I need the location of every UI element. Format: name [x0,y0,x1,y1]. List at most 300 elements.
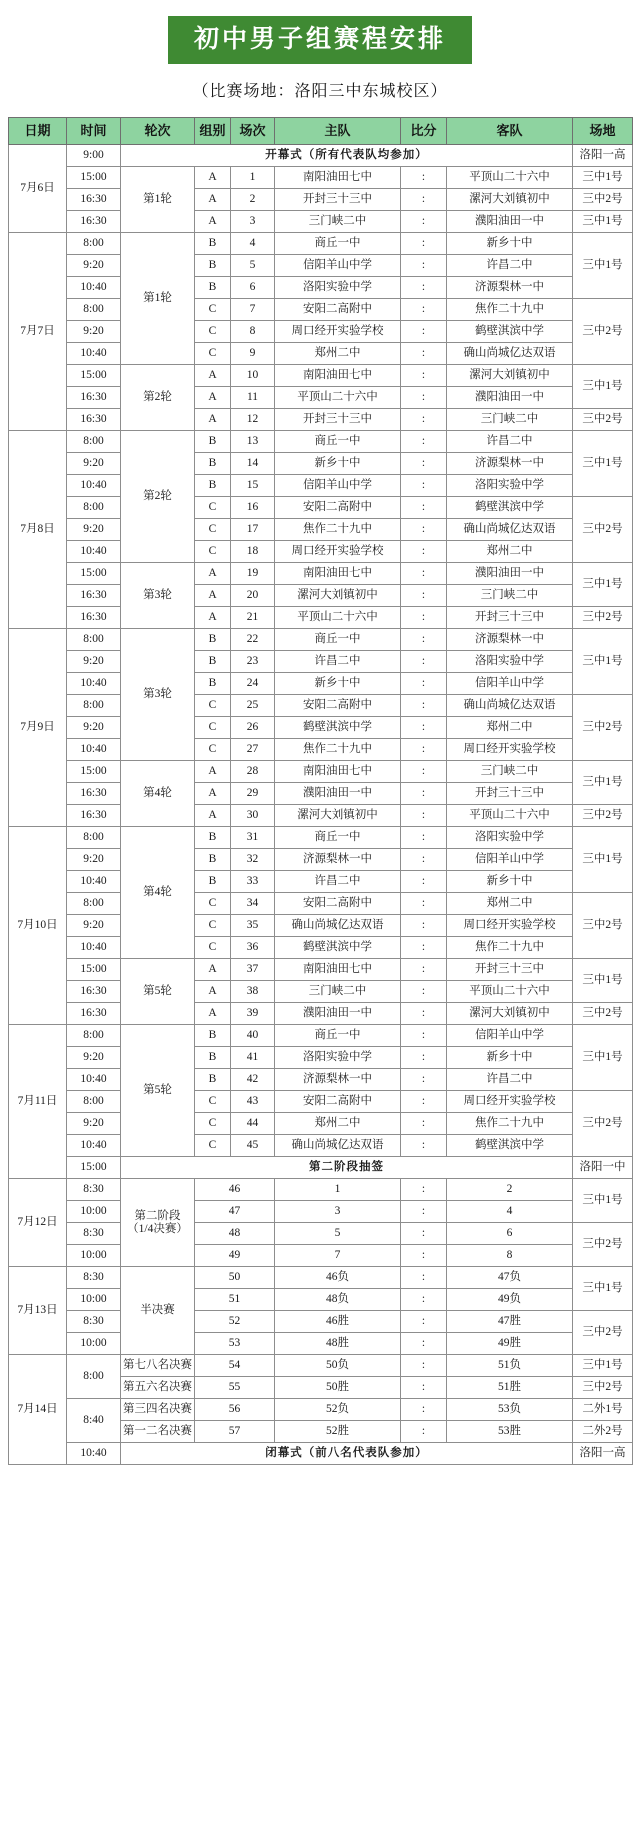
cell-score: : [401,1267,447,1289]
cell-group: B [195,871,231,893]
cell-round: 第3轮 [121,629,195,761]
cell-round: 第二阶段 （1/4决赛） [121,1179,195,1267]
cell-group: C [195,915,231,937]
cell-time: 9:00 [67,145,121,167]
cell-match-no: 35 [231,915,275,937]
cell-score: : [401,959,447,981]
cell-venue: 三中2号 [573,409,633,431]
cell-time: 9:20 [67,915,121,937]
cell-group: C [195,541,231,563]
cell-group: C [195,519,231,541]
cell-away-team: 焦作二十九中 [447,1113,573,1135]
cell-venue: 三中2号 [573,1003,633,1025]
cell-away-team: 确山尚城亿达双语 [447,695,573,717]
cell-venue: 三中2号 [573,805,633,827]
cell-time: 16:30 [67,585,121,607]
cell-time: 10:00 [67,1333,121,1355]
table-header [9,118,633,145]
cell-away-team: 新乡十中 [447,233,573,255]
cell-home-team: 周口经开实验学校 [275,321,401,343]
cell-round: 第七八名决赛 [121,1355,195,1377]
cell-date: 7月6日 [9,145,67,233]
cell-score: : [401,365,447,387]
cell-away-team: 三门峡二中 [447,761,573,783]
cell-match-no: 56 [195,1399,275,1421]
cell-away-team: 鹤壁淇滨中学 [447,321,573,343]
table-row [9,695,633,717]
cell-time: 10:40 [67,475,121,497]
cell-match-no: 6 [231,277,275,299]
cell-score: : [401,475,447,497]
cell-home-team: 开封三十三中 [275,189,401,211]
cell-venue: 三中1号 [573,827,633,893]
cell-score: : [401,1311,447,1333]
cell-match-no: 44 [231,1113,275,1135]
cell-away-team: 焦作二十九中 [447,937,573,959]
cell-away-team: 郑州二中 [447,893,573,915]
cell-event-name: 闭幕式（前八名代表队参加） [121,1443,573,1465]
cell-match-no: 31 [231,827,275,849]
cell-score: : [401,1025,447,1047]
cell-round: 第2轮 [121,431,195,563]
cell-group: C [195,343,231,365]
cell-group: C [195,1091,231,1113]
cell-round: 第一二名决赛 [121,1421,195,1443]
table-row [9,1223,633,1245]
cell-time: 15:00 [67,959,121,981]
cell-away-team: 许昌二中 [447,255,573,277]
cell-match-no: 50 [195,1267,275,1289]
cell-match-no: 38 [231,981,275,1003]
cell-score: : [401,805,447,827]
cell-round: 第三四名决赛 [121,1399,195,1421]
table-row [9,1003,633,1025]
cell-away-team: 新乡十中 [447,1047,573,1069]
cell-match-no: 17 [231,519,275,541]
cell-home-team: 济源梨林一中 [275,849,401,871]
cell-match-no: 18 [231,541,275,563]
cell-away-team: 漯河大刘镇初中 [447,365,573,387]
col-header-away: 客队 [447,118,573,145]
cell-home-team: 洛阳实验中学 [275,277,401,299]
cell-match-no: 19 [231,563,275,585]
schedule-table [8,117,633,1465]
cell-home-team: 焦作二十九中 [275,519,401,541]
cell-group: C [195,321,231,343]
cell-match-no: 34 [231,893,275,915]
cell-score: : [401,1091,447,1113]
table-row [9,673,633,695]
cell-match-no: 4 [231,233,275,255]
cell-venue: 三中1号 [573,365,633,409]
cell-away-team: 新乡十中 [447,871,573,893]
cell-away-team: 济源梨林一中 [447,453,573,475]
col-header-venue: 场地 [573,118,633,145]
col-header-round: 轮次 [121,118,195,145]
cell-score: : [401,233,447,255]
cell-away-team: 濮阳油田一中 [447,563,573,585]
cell-score: : [401,387,447,409]
cell-group: A [195,167,231,189]
cell-time: 10:00 [67,1245,121,1267]
table-row [9,849,633,871]
cell-home-team: 平顶山二十六中 [275,387,401,409]
cell-away-team: 53胜 [447,1421,573,1443]
cell-venue: 洛阳一中 [573,1157,633,1179]
table-row [9,1091,633,1113]
cell-away-team: 2 [447,1179,573,1201]
cell-group: A [195,1003,231,1025]
table-row [9,409,633,431]
cell-home-team: 南阳油田七中 [275,761,401,783]
cell-score: : [401,585,447,607]
cell-time: 16:30 [67,981,121,1003]
cell-time: 8:40 [67,1399,121,1443]
table-row [9,167,633,189]
cell-match-no: 7 [231,299,275,321]
cell-time: 10:40 [67,871,121,893]
cell-away-team: 漯河大刘镇初中 [447,189,573,211]
venue-subtitle: （比赛场地：洛阳三中东城校区） [192,83,448,101]
cell-score: : [401,673,447,695]
cell-group: B [195,651,231,673]
cell-score: : [401,431,447,453]
cell-home-team: 确山尚城亿达双语 [275,1135,401,1157]
cell-time: 8:00 [67,1025,121,1047]
table-row [9,1311,633,1333]
cell-venue: 洛阳一高 [573,145,633,167]
table-row [9,783,633,805]
cell-away-team: 漯河大刘镇初中 [447,1003,573,1025]
cell-away-team: 鹤壁淇滨中学 [447,1135,573,1157]
cell-match-no: 52 [195,1311,275,1333]
table-row [9,1355,633,1377]
cell-away-team: 47胜 [447,1311,573,1333]
cell-venue: 三中1号 [573,1179,633,1223]
cell-match-no: 43 [231,1091,275,1113]
cell-away-team: 开封三十三中 [447,607,573,629]
cell-score: : [401,783,447,805]
cell-home-team: 商丘一中 [275,1025,401,1047]
cell-home-team: 信阳羊山中学 [275,475,401,497]
cell-round: 第5轮 [121,959,195,1025]
cell-match-no: 40 [231,1025,275,1047]
page-title: 初中男子组赛程安排 [168,16,472,64]
cell-group: C [195,937,231,959]
cell-away-team: 确山尚城亿达双语 [447,519,573,541]
cell-group: A [195,365,231,387]
cell-match-no: 5 [231,255,275,277]
cell-home-team: 1 [275,1179,401,1201]
cell-time: 8:30 [67,1267,121,1289]
cell-time: 15:00 [67,365,121,387]
cell-home-team: 周口经开实验学校 [275,541,401,563]
cell-away-team: 三门峡二中 [447,585,573,607]
cell-group: B [195,1069,231,1091]
cell-group: B [195,233,231,255]
cell-score: : [401,211,447,233]
cell-group: B [195,827,231,849]
cell-time: 9:20 [67,321,121,343]
cell-time: 16:30 [67,211,121,233]
cell-time: 8:30 [67,1179,121,1201]
cell-match-no: 25 [231,695,275,717]
table-row [9,1179,633,1201]
table-row [9,893,633,915]
cell-score: : [401,1289,447,1311]
cell-match-no: 45 [231,1135,275,1157]
cell-venue: 洛阳一高 [573,1443,633,1465]
cell-round: 第2轮 [121,365,195,431]
cell-round: 第1轮 [121,233,195,365]
cell-score: : [401,409,447,431]
cell-time: 16:30 [67,409,121,431]
cell-group: B [195,1047,231,1069]
cell-match-no: 39 [231,1003,275,1025]
cell-home-team: 48胜 [275,1333,401,1355]
cell-group: B [195,849,231,871]
cell-away-team: 三门峡二中 [447,409,573,431]
cell-score: : [401,651,447,673]
cell-group: B [195,255,231,277]
cell-time: 16:30 [67,783,121,805]
cell-match-no: 53 [195,1333,275,1355]
cell-time: 10:00 [67,1201,121,1223]
table-row [9,805,633,827]
cell-time: 9:20 [67,651,121,673]
cell-time: 8:00 [67,431,121,453]
cell-venue: 三中2号 [573,299,633,365]
cell-home-team: 开封三十三中 [275,409,401,431]
cell-home-team: 鹤壁淇滨中学 [275,937,401,959]
table-row [9,365,633,387]
cell-match-no: 36 [231,937,275,959]
cell-score: : [401,1377,447,1399]
cell-date: 7月11日 [9,1025,67,1179]
cell-time: 9:20 [67,519,121,541]
cell-score: : [401,1245,447,1267]
cell-away-team: 平顶山二十六中 [447,981,573,1003]
cell-score: : [401,1179,447,1201]
cell-home-team: 安阳二高附中 [275,893,401,915]
cell-score: : [401,695,447,717]
cell-score: : [401,497,447,519]
cell-score: : [401,937,447,959]
cell-home-team: 南阳油田七中 [275,365,401,387]
cell-away-team: 郑州二中 [447,541,573,563]
cell-time: 8:00 [67,893,121,915]
table-row [9,1113,633,1135]
cell-home-team: 鹤壁淇滨中学 [275,717,401,739]
cell-venue: 三中1号 [573,629,633,695]
cell-score: : [401,343,447,365]
table-row [9,1267,633,1289]
cell-time: 16:30 [67,387,121,409]
cell-home-team: 5 [275,1223,401,1245]
cell-home-team: 洛阳实验中学 [275,1047,401,1069]
cell-time: 16:30 [67,189,121,211]
cell-event-name: 开幕式（所有代表队均参加） [121,145,573,167]
cell-match-no: 8 [231,321,275,343]
cell-home-team: 许昌二中 [275,651,401,673]
cell-time: 8:00 [67,629,121,651]
cell-match-no: 49 [195,1245,275,1267]
cell-away-team: 焦作二十九中 [447,299,573,321]
cell-score: : [401,1047,447,1069]
cell-venue: 三中1号 [573,431,633,497]
cell-home-team: 7 [275,1245,401,1267]
table-row [9,915,633,937]
cell-date: 7月7日 [9,233,67,431]
cell-match-no: 3 [231,211,275,233]
cell-home-team: 平顶山二十六中 [275,607,401,629]
table-row [9,1157,633,1179]
cell-score: : [401,761,447,783]
cell-venue: 三中2号 [573,1091,633,1157]
col-header-home: 主队 [275,118,401,145]
cell-time: 9:20 [67,849,121,871]
cell-venue: 三中1号 [573,563,633,607]
cell-away-team: 信阳羊山中学 [447,849,573,871]
cell-venue: 三中2号 [573,1223,633,1267]
cell-venue: 三中1号 [573,1355,633,1377]
cell-match-no: 57 [195,1421,275,1443]
cell-venue: 二外1号 [573,1399,633,1421]
cell-match-no: 32 [231,849,275,871]
cell-home-team: 濮阳油田一中 [275,1003,401,1025]
cell-date: 7月12日 [9,1179,67,1267]
cell-home-team: 商丘一中 [275,233,401,255]
cell-match-no: 21 [231,607,275,629]
cell-time: 15:00 [67,167,121,189]
table-row [9,519,633,541]
cell-group: C [195,739,231,761]
table-row [9,233,633,255]
cell-score: : [401,519,447,541]
cell-match-no: 41 [231,1047,275,1069]
cell-match-no: 15 [231,475,275,497]
cell-score: : [401,1201,447,1223]
cell-home-team: 郑州二中 [275,343,401,365]
cell-home-team: 濮阳油田一中 [275,783,401,805]
cell-group: B [195,1025,231,1047]
cell-home-team: 商丘一中 [275,827,401,849]
cell-group: C [195,497,231,519]
cell-time: 9:20 [67,717,121,739]
table-row [9,1333,633,1355]
table-row [9,651,633,673]
table-row [9,211,633,233]
cell-group: A [195,585,231,607]
table-row [9,629,633,651]
table-row [9,475,633,497]
cell-round: 第3轮 [121,563,195,629]
cell-match-no: 1 [231,167,275,189]
cell-match-no: 10 [231,365,275,387]
cell-home-team: 安阳二高附中 [275,299,401,321]
table-row [9,541,633,563]
table-row [9,607,633,629]
cell-group: C [195,717,231,739]
cell-time: 8:30 [67,1311,121,1333]
cell-score: : [401,1113,447,1135]
cell-away-team: 濮阳油田一中 [447,387,573,409]
cell-away-team: 许昌二中 [447,431,573,453]
cell-score: : [401,1355,447,1377]
cell-venue: 三中1号 [573,761,633,805]
cell-time: 10:40 [67,1135,121,1157]
cell-venue: 三中2号 [573,497,633,563]
cell-round: 第4轮 [121,827,195,959]
cell-away-team: 确山尚城亿达双语 [447,343,573,365]
table-row [9,981,633,1003]
cell-match-no: 47 [195,1201,275,1223]
cell-time: 8:00 [67,1355,121,1399]
cell-time: 10:40 [67,1069,121,1091]
cell-time: 8:30 [67,1223,121,1245]
cell-match-no: 16 [231,497,275,519]
table-row [9,827,633,849]
cell-date: 7月8日 [9,431,67,629]
cell-group: C [195,1135,231,1157]
cell-venue: 三中2号 [573,893,633,959]
cell-away-team: 49胜 [447,1333,573,1355]
cell-home-team: 焦作二十九中 [275,739,401,761]
cell-score: : [401,255,447,277]
table-row [9,761,633,783]
cell-round: 第五六名决赛 [121,1377,195,1399]
cell-time: 16:30 [67,1003,121,1025]
cell-score: : [401,1333,447,1355]
cell-match-no: 28 [231,761,275,783]
cell-home-team: 安阳二高附中 [275,695,401,717]
cell-match-no: 37 [231,959,275,981]
cell-home-team: 46胜 [275,1311,401,1333]
cell-away-team: 信阳羊山中学 [447,1025,573,1047]
cell-score: : [401,915,447,937]
cell-score: : [401,1223,447,1245]
table-row [9,1047,633,1069]
cell-time: 10:40 [67,277,121,299]
cell-home-team: 商丘一中 [275,629,401,651]
cell-home-team: 3 [275,1201,401,1223]
cell-score: : [401,827,447,849]
cell-home-team: 确山尚城亿达双语 [275,915,401,937]
cell-group: A [195,805,231,827]
table-body [9,145,633,1465]
cell-group: A [195,211,231,233]
cell-score: : [401,563,447,585]
cell-score: : [401,1069,447,1091]
cell-away-team: 4 [447,1201,573,1223]
header-row [9,118,633,145]
table-row [9,1289,633,1311]
cell-score: : [401,277,447,299]
table-row [9,563,633,585]
table-row [9,299,633,321]
cell-group: C [195,893,231,915]
cell-round: 半决赛 [121,1267,195,1355]
cell-home-team: 新乡十中 [275,673,401,695]
cell-venue: 三中1号 [573,167,633,189]
cell-group: A [195,387,231,409]
cell-away-team: 周口经开实验学校 [447,1091,573,1113]
table-row [9,937,633,959]
cell-away-team: 53负 [447,1399,573,1421]
cell-venue: 三中1号 [573,1025,633,1091]
cell-score: : [401,1399,447,1421]
cell-score: : [401,893,447,915]
